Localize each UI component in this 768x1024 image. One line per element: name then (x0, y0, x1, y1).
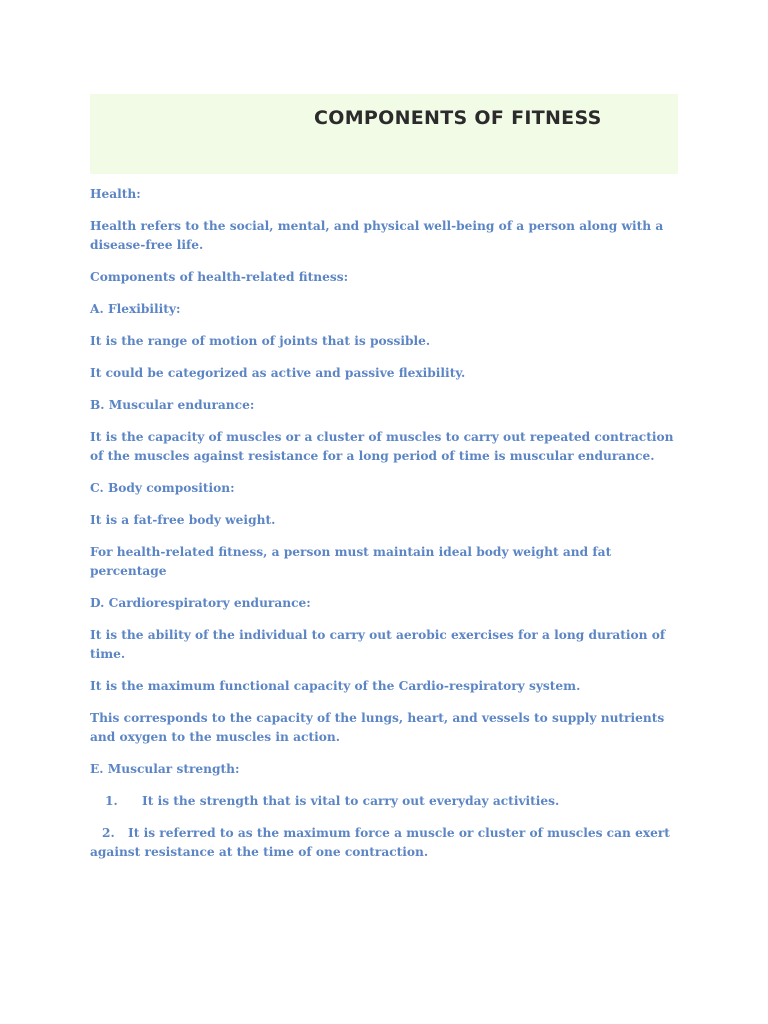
subheading-muscular-strength: E. Muscular strength: (90, 762, 240, 776)
section-heading-components: Components of health-related fitness: (90, 270, 349, 284)
list-item-number: 2. (102, 826, 115, 840)
subheading-flexibility: A. Flexibility: (90, 302, 181, 316)
subheading-muscular-endurance: B. Muscular endurance: (90, 398, 255, 412)
section-heading-health: Health: (90, 187, 141, 201)
list-item (90, 824, 682, 862)
list-item (90, 792, 682, 811)
paragraph: Health refers to the social, mental, and physical well-being of a person along with a disease-free life. (90, 219, 664, 252)
list-item-number: 1. (105, 794, 118, 808)
paragraph: It is the maximum functional capacity of the Cardio-respiratory system. (90, 679, 581, 693)
paragraph: This corresponds to the capacity of the lungs, heart, and vessels to supply nutrients and oxygen to the muscles in action. (90, 711, 665, 744)
list-item-text: It is referred to as the maximum force a muscle or cluster of muscles can exert against resistance at the time of one contraction. (90, 826, 670, 859)
subheading-body-composition: C. Body composition: (90, 481, 235, 495)
paragraph: It is the capacity of muscles or a cluster of muscles to carry out repeated contraction of the muscles against resistance for a long period of time is muscular endurance. (90, 430, 674, 463)
paragraph: It is a fat-free body weight. (90, 513, 276, 527)
list-item-text: It is the strength that is vital to carry out everyday activities. (142, 794, 560, 808)
paragraph: It could be categorized as active and passive flexibility. (90, 366, 466, 380)
paragraph: It is the range of motion of joints that is possible. (90, 334, 431, 348)
document-body (90, 185, 682, 875)
title-banner (90, 94, 678, 174)
page-title: COMPONENTS OF FITNESS (314, 107, 602, 129)
subheading-cardiorespiratory-endurance: D. Cardiorespiratory endurance: (90, 596, 311, 610)
paragraph: It is the ability of the individual to carry out aerobic exercises for a long duration of time. (90, 628, 666, 661)
paragraph: For health-related fitness, a person must maintain ideal body weight and fat percentage (90, 545, 612, 578)
